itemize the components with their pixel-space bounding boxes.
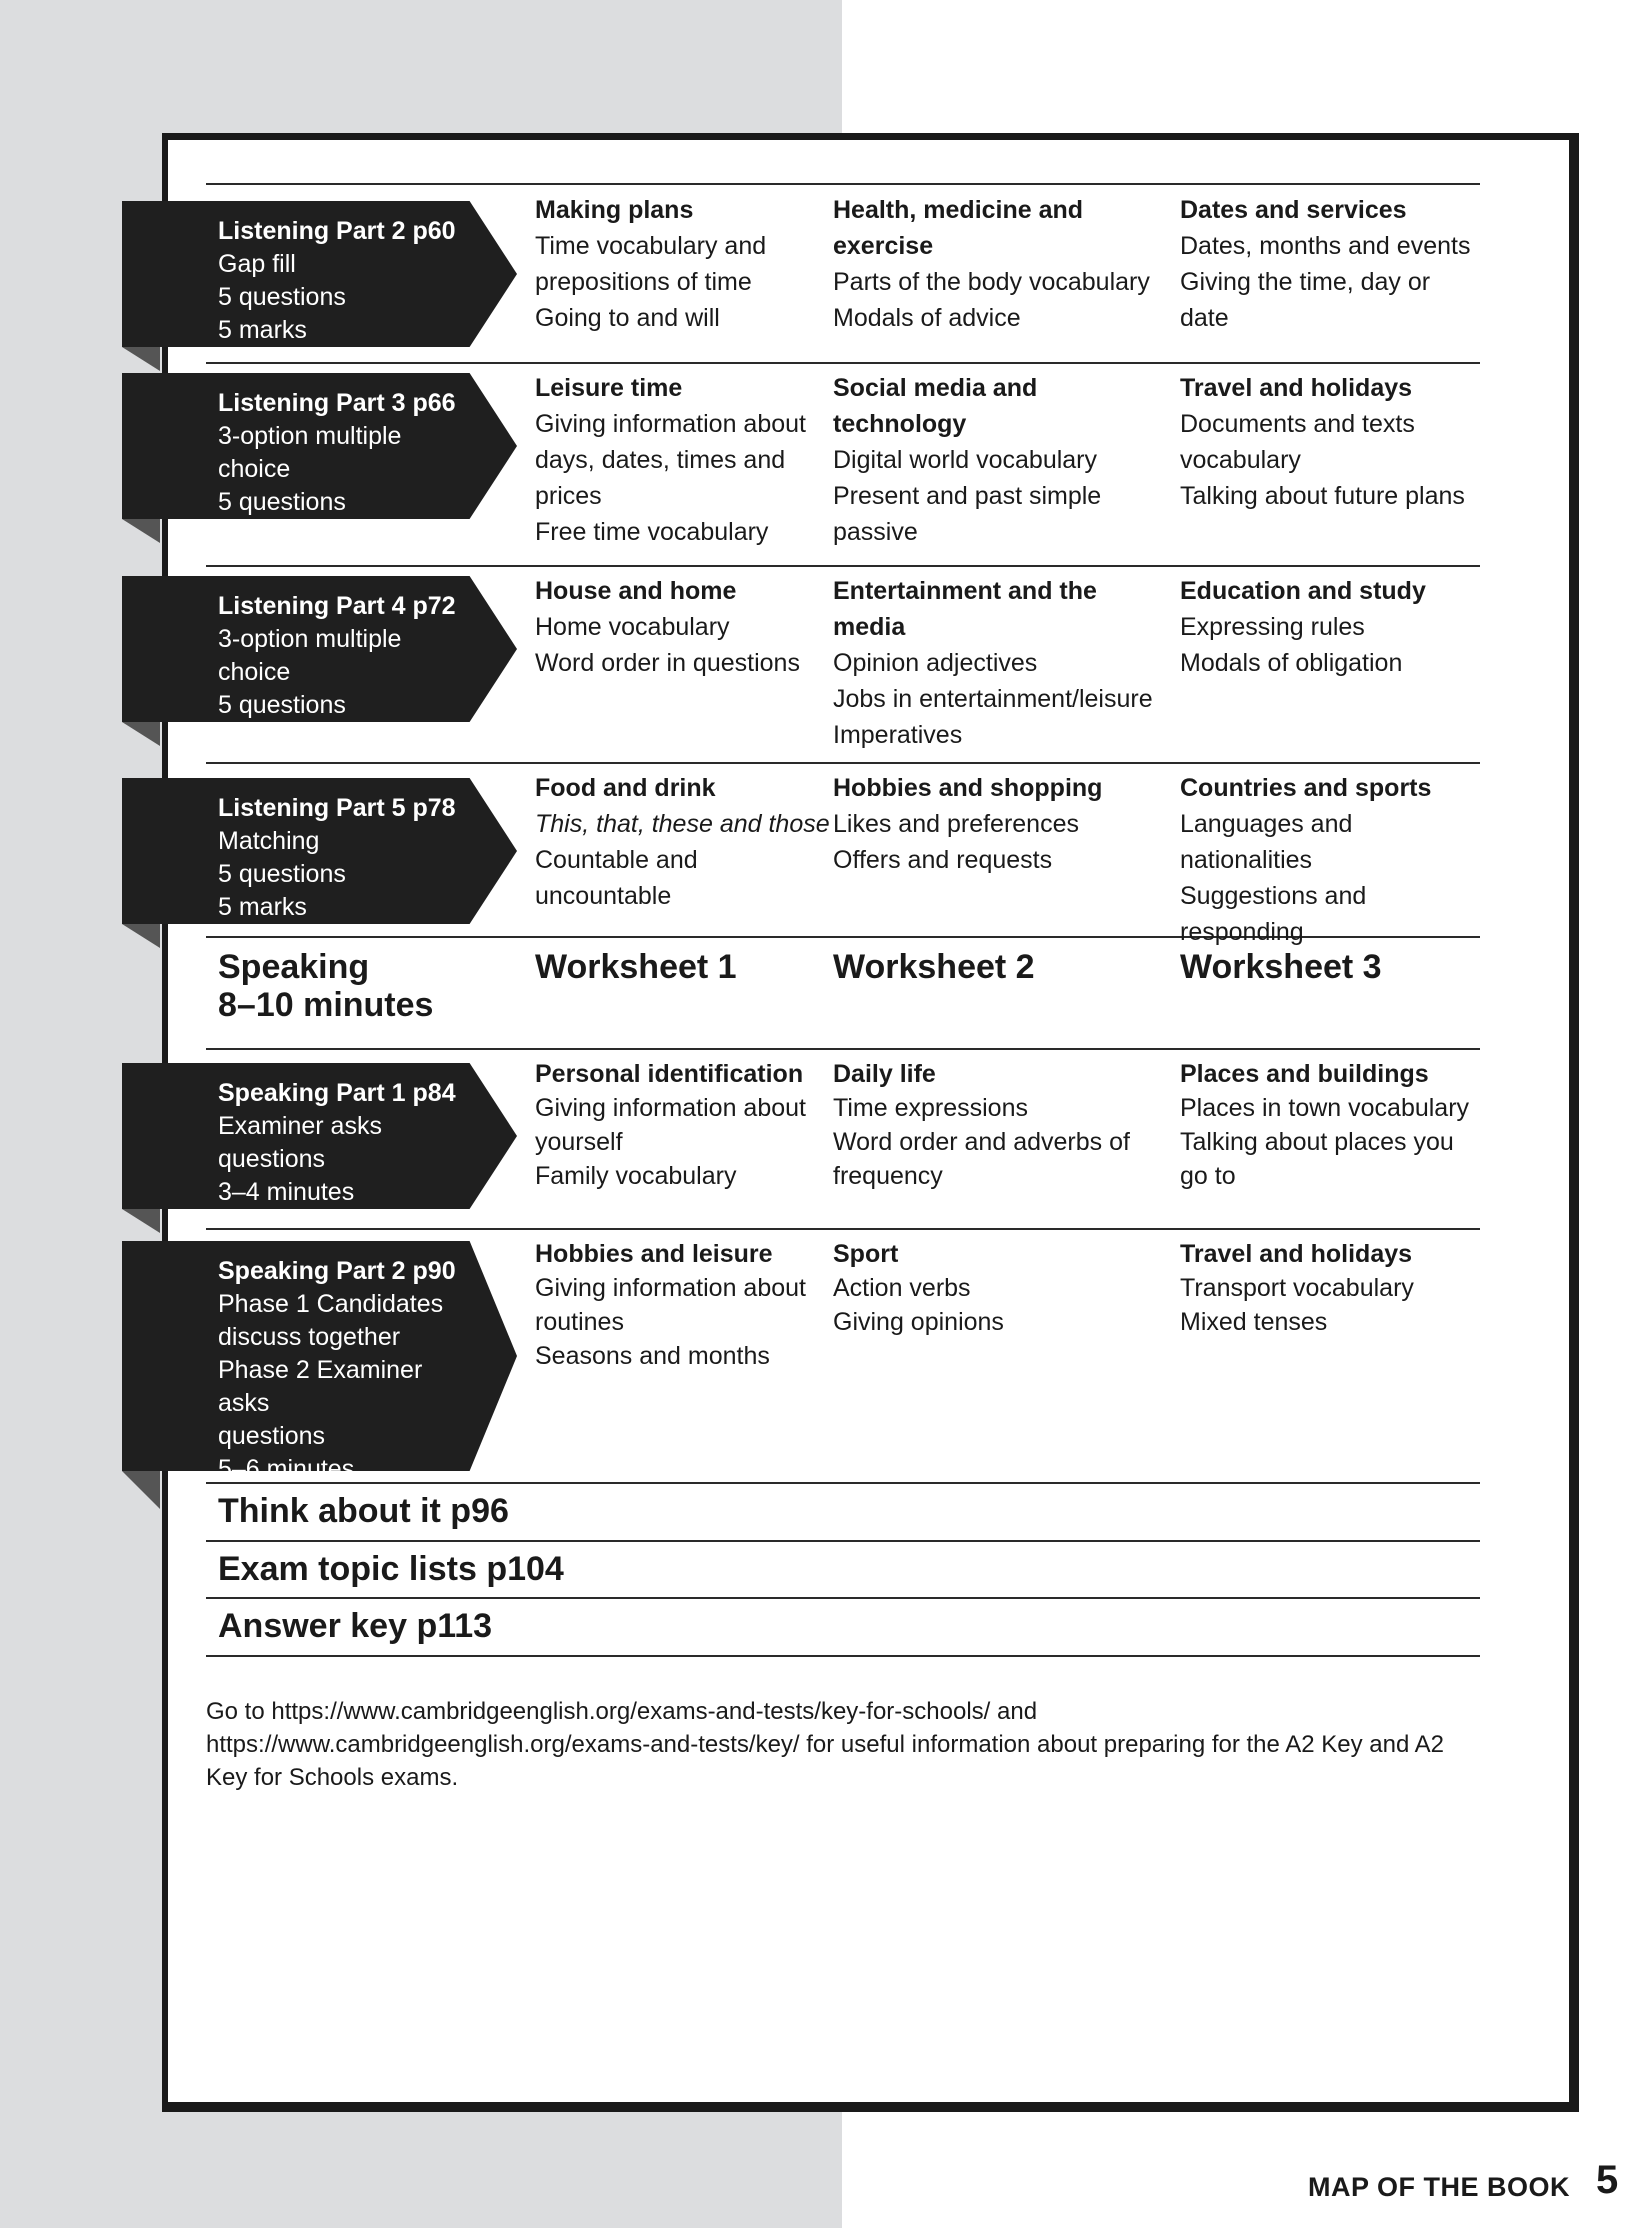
tag-line: Examiner asks questions [218,1112,382,1173]
tag-title: Speaking Part 1 p84 [218,1079,456,1107]
tag-title: Listening Part 2 p60 [218,217,456,245]
topic-cell [833,192,1178,336]
speaking-heading-duration: 8–10 minutes [218,986,434,1024]
topic-line: Giving opinions [833,1308,1004,1336]
section-tag-listening-part-2 [122,201,517,347]
topic-line: Home vocabulary [535,613,730,641]
topic-cell [833,1237,1178,1339]
topic-line: Action verbs [833,1274,971,1302]
section-tag-speaking-part-2 [122,1241,517,1483]
topic-line: Giving the time, day or date [1180,268,1431,332]
tag-line: Phase 2 Examiner asks [218,1356,423,1417]
rule [206,1597,1480,1599]
rule [206,1540,1480,1542]
topic-line: Documents and texts [1180,410,1415,438]
topic-cell [535,192,825,336]
rule [206,362,1480,364]
topic-line: Family vocabulary [535,1162,737,1190]
section-tag-listening-part-3 [122,373,517,549]
topic-cell [535,1237,825,1373]
topic-line: Giving information about [535,1094,806,1122]
rule [206,1655,1480,1657]
topic-line: This, that, these and those [535,810,830,838]
tag-title: Listening Part 5 p78 [218,794,456,822]
topic-title: Daily life [833,1060,936,1088]
topic-line: Suggestions and [1180,882,1367,910]
tag-line: 3-option multiple choice [218,422,402,483]
section-tag-speaking-part-1 [122,1063,517,1209]
tag-text [218,792,457,924]
tag-line: 3–4 minutes [218,1178,355,1206]
topic-line: Free time vocabulary [535,518,769,546]
topic-line: Seasons and months [535,1342,770,1370]
section-tag-listening-part-5 [122,778,517,924]
worksheet-heading: Worksheet 1 [535,948,737,986]
topic-title: Health, medicine and [833,196,1084,224]
topic-line: prepositions of time [535,268,752,296]
tag-line: Gap fill [218,250,296,278]
topic-title: Sport [833,1240,899,1268]
page-number: 5 [1596,2158,1619,2202]
tag-line: 5 marks [218,521,307,549]
topic-line: yourself [535,1128,623,1156]
tag-text [218,387,457,552]
page-footer-label: MAP OF THE BOOK [1308,2172,1571,2202]
tag-title: Speaking Part 2 p90 [218,1257,456,1285]
topic-cell [1180,1057,1480,1193]
topic-line: Opinion adjectives [833,649,1038,677]
topic-line: responding [1180,918,1304,946]
topic-line: Modals of obligation [1180,649,1403,677]
tag-line: 5 marks [218,316,307,344]
topic-cell [1180,1237,1480,1339]
topic-line: Word order in questions [535,649,800,677]
topic-line: Dates, months and events [1180,232,1471,260]
topic-line: Expressing rules [1180,613,1365,641]
think-about-it-link: Think about it p96 [218,1492,509,1530]
tag-line: Phase 1 Candidates [218,1290,444,1318]
rule [206,762,1480,764]
topic-line: Giving information about [535,410,806,438]
tag-line: questions [218,1422,326,1450]
topic-line: Countable and [535,846,698,874]
tag-line: 5 questions [218,488,346,516]
topic-title: House and home [535,577,737,605]
tag-line: Matching [218,827,320,855]
topic-line: passive [833,518,918,546]
tag-text [218,590,457,755]
tag-text [218,215,457,347]
topic-line: Present and past simple [833,482,1102,510]
rule [206,1228,1480,1230]
topic-line: Jobs in entertainment/leisure [833,685,1153,713]
topic-cell [535,770,835,914]
topic-title: Travel and holidays [1180,374,1413,402]
tag-title: Listening Part 3 p66 [218,389,456,417]
speaking-heading [218,948,433,1024]
topic-cell [1180,573,1480,681]
topic-line: Mixed tenses [1180,1308,1328,1336]
topic-line: Parts of the body vocabulary [833,268,1150,296]
topic-title-line: technology [833,410,967,438]
topic-cell [833,770,1178,878]
topic-line: Going to and will [535,304,720,332]
tag-text [218,1255,457,1486]
topic-cell [1180,770,1480,950]
rule [206,1048,1480,1050]
topic-cell [535,370,825,550]
topic-title: Making plans [535,196,694,224]
topic-title: Dates and services [1180,196,1407,224]
topic-line: Time expressions [833,1094,1028,1122]
topic-line: days, dates, times and [535,446,786,474]
topic-line: Transport vocabulary [1180,1274,1414,1302]
topic-title-line: media [833,613,906,641]
topic-line: Word order and adverbs of [833,1128,1130,1156]
tag-line: 5–6 minutes [218,1455,355,1483]
topic-line: Offers and requests [833,846,1053,874]
topic-line: uncountable [535,882,672,910]
topic-line: Modals of advice [833,304,1021,332]
topic-line: prices [535,482,602,510]
topic-cell [1180,192,1480,336]
rule [206,183,1480,185]
topic-line: Time vocabulary and [535,232,767,260]
topic-title: Social media and [833,374,1038,402]
topic-line: Talking about future plans [1180,482,1465,510]
tag-line: 5 marks [218,724,307,752]
tag-title: Listening Part 4 p72 [218,592,456,620]
topic-line: Places in town vocabulary [1180,1094,1470,1122]
section-tag-listening-part-4 [122,576,517,752]
exam-topic-lists-link: Exam topic lists p104 [218,1550,564,1588]
tag-line: 5 questions [218,860,346,888]
topic-line: Imperatives [833,721,963,749]
worksheet-heading: Worksheet 2 [833,948,1035,986]
topic-cell [833,370,1178,550]
topic-line: Giving information about [535,1274,806,1302]
topic-title-line: exercise [833,232,934,260]
topic-line: Languages and nationalities [1180,810,1353,874]
footer-note: Go to https://www.cambridgeenglish.org/exams-and-tests/key-for-schools/ and https://www.cambridgeenglish.org/exams-and-tests/key/ for useful information about preparing for the A2 Key and A2 Key for Schools exams. [206,1698,1445,1791]
tag-line: 5 questions [218,691,346,719]
topic-line: frequency [833,1162,943,1190]
rule [206,565,1480,567]
topic-line: vocabulary [1180,446,1301,474]
topic-cell [833,573,1178,753]
answer-key-link: Answer key p113 [218,1607,493,1645]
tag-line: 3-option multiple choice [218,625,402,686]
topic-line: routines [535,1308,624,1336]
speaking-heading-title: Speaking [218,948,370,986]
topic-title: Hobbies and shopping [833,774,1103,802]
topic-cell [1180,370,1480,514]
topic-title: Leisure time [535,374,683,402]
tag-line: 5 marks [218,893,307,921]
tag-line: discuss together [218,1323,401,1351]
tag-text [218,1077,457,1209]
topic-title: Hobbies and leisure [535,1240,773,1268]
topic-title: Food and drink [535,774,716,802]
topic-line: Talking about places you [1180,1128,1454,1156]
worksheet-heading: Worksheet 3 [1180,948,1382,986]
topic-title: Personal identification [535,1060,804,1088]
topic-cell [833,1057,1178,1193]
topic-cell [535,1057,825,1193]
topic-line: Digital world vocabulary [833,446,1098,474]
tag-line: 5 questions [218,283,346,311]
topic-title: Education and study [1180,577,1426,605]
topic-line: go to [1180,1162,1236,1190]
topic-line: Likes and preferences [833,810,1079,838]
topic-title: Entertainment and the [833,577,1097,605]
topic-title: Travel and holidays [1180,1240,1413,1268]
topic-title: Places and buildings [1180,1060,1429,1088]
topic-title: Countries and sports [1180,774,1432,802]
topic-cell [535,573,825,681]
